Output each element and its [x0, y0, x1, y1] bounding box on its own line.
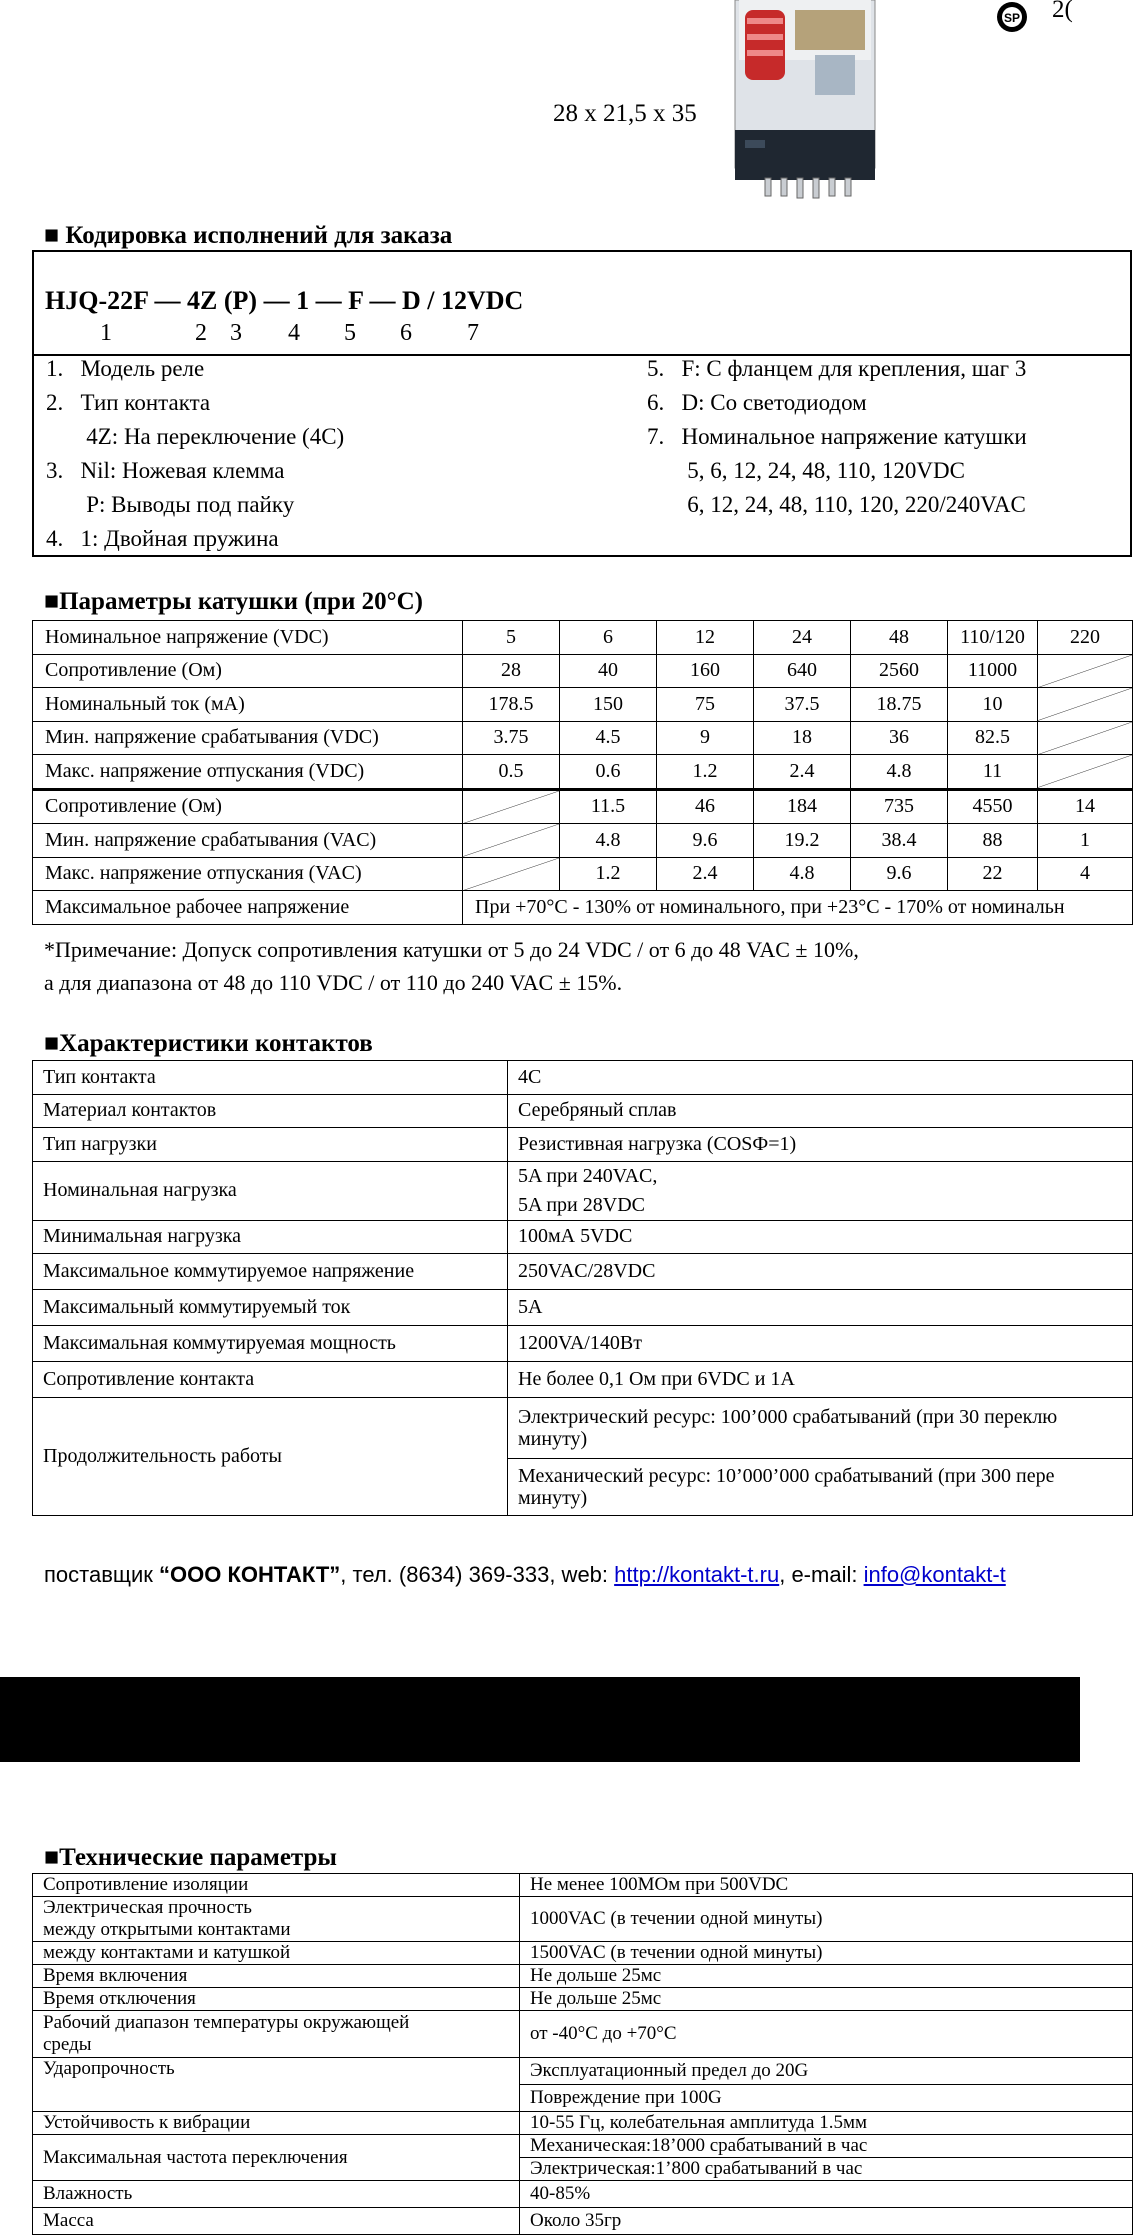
- row-value: Около 35гр: [520, 2208, 1133, 2235]
- website-link[interactable]: http://kontakt-t.ru: [614, 1562, 780, 1587]
- cell-value: 2.4: [754, 755, 851, 790]
- cell-value: 46: [657, 789, 754, 824]
- not-applicable-cell: [1038, 654, 1133, 688]
- ordering-item: 6. D: Со светодиодом: [647, 390, 867, 415]
- ordering-item: 4Z: На переключение (4C): [46, 424, 345, 449]
- row-label: Сопротивление контакта: [33, 1362, 508, 1398]
- supplier-footer: [44, 1562, 1006, 1588]
- electrical-life: [508, 1398, 1133, 1459]
- row-label: Номинальное напряжение (VDC): [33, 621, 463, 655]
- cell-value: 82.5: [948, 721, 1038, 755]
- table-row: [33, 789, 1133, 824]
- mechanical-life-line: минуту): [518, 1487, 588, 1509]
- cell-value: 9: [657, 721, 754, 755]
- coil-parameters-table: [32, 620, 1133, 925]
- tech-section-title: ■Технические параметры: [44, 1844, 337, 1871]
- cell-value: 18.75: [851, 688, 948, 722]
- label-line: между открытыми контактами: [43, 1919, 291, 1940]
- cell-value: 28: [463, 654, 560, 688]
- table-row: [33, 621, 1133, 655]
- table-row: [33, 1942, 1133, 1965]
- row-label: [33, 2011, 520, 2058]
- cell-value: 38.4: [851, 824, 948, 858]
- table-row: [33, 1128, 1133, 1162]
- cell-value: 4.8: [754, 857, 851, 891]
- cell-value: 22: [948, 857, 1038, 891]
- row-value: 1000VAC (в течении одной минуты): [520, 1897, 1133, 1942]
- row-value: 4C: [508, 1061, 1133, 1095]
- ordering-item: 6, 12, 24, 48, 110, 120, 220/240VAC: [647, 492, 1026, 517]
- row-label: Время отключения: [33, 1988, 520, 2011]
- technical-parameters-table: [32, 1873, 1133, 2235]
- row-value: Не более 0,1 Ом при 6VDC и 1A: [508, 1362, 1133, 1398]
- row-label: Макс. напряжение отпускания (VAC): [33, 857, 463, 891]
- not-applicable-cell: [1038, 721, 1133, 755]
- table-row: [33, 2058, 1133, 2085]
- cell-value: 2560: [851, 654, 948, 688]
- cell-value: 11000: [948, 654, 1038, 688]
- code-position-3: 3: [230, 320, 242, 346]
- row-value: Электрическая:1’800 срабатываний в час: [520, 2158, 1133, 2181]
- ordering-item: 4. 1: Двойная пружина: [46, 526, 279, 551]
- mechanical-life-line: Механический ресурс: 10’000’000 срабатываний (при 300 пере: [518, 1465, 1055, 1487]
- coil-note-line: *Примечание: Допуск сопротивления катушки от 5 до 24 VDC / от 6 до 48 VAC ± 10%,: [44, 937, 859, 962]
- row-value: Повреждение при 100G: [520, 2085, 1133, 2112]
- row-label: Сопротивление (Ом): [33, 654, 463, 688]
- row-label: Максимальное коммутируемое напряжение: [33, 1254, 508, 1290]
- row-value: 40-85%: [520, 2181, 1133, 2208]
- table-row: [33, 1254, 1133, 1290]
- code-position-7: 7: [467, 320, 479, 346]
- cell-value: 9.6: [657, 824, 754, 858]
- table-row: [33, 1094, 1133, 1128]
- row-label: Влажность: [33, 2181, 520, 2208]
- row-label: Устойчивость к вибрации: [33, 2112, 520, 2135]
- footer-prefix: поставщик: [44, 1562, 160, 1587]
- row-label: Сопротивление изоляции: [33, 1874, 520, 1897]
- cell-value: 11: [948, 755, 1038, 790]
- contacts-section-title: ■Характеристики контактов: [44, 1030, 373, 1057]
- csa-certification-icon: [995, 0, 1029, 34]
- table-row: [33, 2208, 1133, 2235]
- page-number-fragment: 2(: [1052, 0, 1073, 23]
- row-value: Не дольше 25мс: [520, 1965, 1133, 1988]
- company-name: “ООО КОНТАКТ”: [159, 1562, 341, 1587]
- row-label: Максимальная частота переключения: [33, 2135, 520, 2181]
- cell-value: 184: [754, 789, 851, 824]
- ordering-item: 5. F: С фланцем для крепления, шаг 3: [647, 356, 1027, 381]
- cell-value: 24: [754, 621, 851, 655]
- table-row: [33, 1326, 1133, 1362]
- cell-value: 0.5: [463, 755, 560, 790]
- row-value: 1500VAC (в течении одной минуты): [520, 1942, 1133, 1965]
- cell-value: 40: [560, 654, 657, 688]
- electrical-life-line: минуту): [518, 1428, 588, 1450]
- row-label: Мин. напряжение срабатывания (VAC): [33, 824, 463, 858]
- not-applicable-cell: [463, 857, 560, 891]
- row-value: Резистивная нагрузка (COSФ=1): [508, 1128, 1133, 1162]
- code-position-6: 6: [400, 320, 412, 346]
- table-row: [33, 1874, 1133, 1897]
- label-line: Рабочий диапазон температуры окружающей: [43, 2012, 410, 2033]
- coil-section-title: ■Параметры катушки (при 20°C): [44, 588, 423, 615]
- relay-photo: [725, 0, 885, 200]
- cell-value: 37.5: [754, 688, 851, 722]
- svg-text:SP: SP: [1003, 11, 1021, 25]
- electrical-life-line: Электрический ресурс: 100’000 срабатываний (при 30 переклю: [518, 1406, 1058, 1428]
- cell-value: 12: [657, 621, 754, 655]
- table-row: [33, 1398, 1133, 1459]
- row-label: Масса: [33, 2208, 520, 2235]
- ordering-item: 5, 6, 12, 24, 48, 110, 120VDC: [647, 458, 965, 483]
- cell-value: 88: [948, 824, 1038, 858]
- row-label: Сопротивление (Ом): [33, 789, 463, 824]
- row-label: Максимальный коммутируемый ток: [33, 1290, 508, 1326]
- row-label: [33, 1897, 520, 1942]
- row-value: 250VAC/28VDC: [508, 1254, 1133, 1290]
- label-line: среды: [43, 2034, 92, 2055]
- table-row: [33, 2112, 1133, 2135]
- cell-value: 2.4: [657, 857, 754, 891]
- email-link[interactable]: info@kontakt-t: [863, 1562, 1006, 1587]
- row-value: 100мА 5VDC: [508, 1220, 1133, 1254]
- ordering-item: 1. Модель реле: [46, 356, 205, 381]
- cell-value: 220: [1038, 621, 1133, 655]
- row-label: Тип нагрузки: [33, 1128, 508, 1162]
- table-row: [33, 1220, 1133, 1254]
- row-value: 5A: [508, 1290, 1133, 1326]
- table-row: [33, 1988, 1133, 2011]
- row-label: Продолжительность работы: [33, 1398, 508, 1516]
- ordering-item: P: Выводы под пайку: [46, 492, 295, 517]
- cell-value: 4550: [948, 789, 1038, 824]
- ordering-code: HJQ-22F — 4Z (P) — 1 — F — D / 12VDC: [45, 286, 524, 315]
- cell-value: 75: [657, 688, 754, 722]
- row-label: между контактами и катушкой: [33, 1942, 520, 1965]
- cell-value: 4: [1038, 857, 1133, 891]
- code-position-4: 4: [288, 320, 300, 346]
- ordering-item: 2. Тип контакта: [46, 390, 211, 415]
- row-label: Номинальный ток (мА): [33, 688, 463, 722]
- row-value: Не менее 100МОм при 500VDC: [520, 1874, 1133, 1897]
- cell-value: 10: [948, 688, 1038, 722]
- code-position-2: 2: [195, 320, 207, 346]
- row-value: от -40°C до +70°C: [520, 2011, 1133, 2058]
- row-value: Эксплуатационный предел до 20G: [520, 2058, 1133, 2085]
- row-label: Номинальная нагрузка: [33, 1161, 508, 1220]
- contact-characteristics-table: [32, 1060, 1133, 1516]
- table-row: [33, 857, 1133, 891]
- cell-value: 48: [851, 621, 948, 655]
- table-row: [33, 1897, 1133, 1942]
- table-row: [33, 2135, 1133, 2158]
- cell-value: 110/120: [948, 621, 1038, 655]
- cell-value: 1: [1038, 824, 1133, 858]
- not-applicable-cell: [463, 789, 560, 824]
- cell-value: 150: [560, 688, 657, 722]
- cell-value: 4.5: [560, 721, 657, 755]
- cell-value: 160: [657, 654, 754, 688]
- cell-value: 11.5: [560, 789, 657, 824]
- table-row: [33, 1161, 1133, 1220]
- row-label: Ударопрочность: [33, 2058, 520, 2112]
- row-value: Механическая:18’000 срабатываний в час: [520, 2135, 1133, 2158]
- code-position-5: 5: [344, 320, 356, 346]
- ordering-section-title: ■ Кодировка исполнений для заказа: [44, 222, 453, 249]
- cell-value: 4.8: [851, 755, 948, 790]
- table-row: [33, 721, 1133, 755]
- row-label: Мин. напряжение срабатывания (VDC): [33, 721, 463, 755]
- table-row: [33, 654, 1133, 688]
- row-label: Материал контактов: [33, 1094, 508, 1128]
- table-row: [33, 688, 1133, 722]
- cell-value: 18: [754, 721, 851, 755]
- row-label: Максимальная коммутируемая мощность: [33, 1326, 508, 1362]
- label-line: Электрическая прочность: [43, 1897, 252, 1918]
- coil-note-line: а для диапазона от 48 до 110 VDC / от 110 до 240 VAC ± 15%.: [44, 970, 623, 995]
- cell-value: 36: [851, 721, 948, 755]
- table-row: [33, 1290, 1133, 1326]
- cell-value: 6: [560, 621, 657, 655]
- cell-value: 14: [1038, 789, 1133, 824]
- cell-value: 0.6: [560, 755, 657, 790]
- cell-value: 4.8: [560, 824, 657, 858]
- cell-value: 3.75: [463, 721, 560, 755]
- row-value: Серебряный сплав: [508, 1094, 1133, 1128]
- max-voltage-value: При +70°C - 130% от номинального, при +23°C - 170% от номинальн: [463, 891, 1133, 925]
- cell-value: 1.2: [657, 755, 754, 790]
- rated-load-dc: 5A при 28VDC: [518, 1193, 645, 1216]
- footer-email-prefix: , e-mail:: [779, 1562, 864, 1587]
- table-row: [33, 1362, 1133, 1398]
- table-row: [33, 2181, 1133, 2208]
- table-row: [33, 1061, 1133, 1095]
- ordering-item: 7. Номинальное напряжение катушки: [647, 424, 1027, 449]
- relay-dimensions: 28 x 21,5 x 35: [553, 100, 697, 127]
- cell-value: 178.5: [463, 688, 560, 722]
- code-position-1: 1: [100, 320, 112, 346]
- table-row: [33, 1965, 1133, 1988]
- mechanical-life: [508, 1459, 1133, 1516]
- not-applicable-cell: [1038, 755, 1133, 790]
- row-value: [508, 1161, 1133, 1220]
- cell-value: 9.6: [851, 857, 948, 891]
- cell-value: 640: [754, 654, 851, 688]
- row-label: Тип контакта: [33, 1061, 508, 1095]
- table-row: [33, 755, 1133, 790]
- max-voltage-label: Максимальное рабочее напряжение: [33, 891, 463, 925]
- not-applicable-cell: [1038, 688, 1133, 722]
- page-separator-band: [0, 1677, 1080, 1762]
- cell-value: 1.2: [560, 857, 657, 891]
- footer-phone: , тел. (8634) 369-333, web:: [340, 1562, 615, 1587]
- not-applicable-cell: [463, 824, 560, 858]
- cell-value: 19.2: [754, 824, 851, 858]
- row-value: Не дольше 25мс: [520, 1988, 1133, 2011]
- cell-value: 5: [463, 621, 560, 655]
- row-label: Макс. напряжение отпускания (VDC): [33, 755, 463, 790]
- ordering-item: 3. Nil: Ножевая клемма: [46, 458, 285, 483]
- row-label: Минимальная нагрузка: [33, 1220, 508, 1254]
- cell-value: 735: [851, 789, 948, 824]
- row-value: 1200VA/140Вт: [508, 1326, 1133, 1362]
- table-row: [33, 824, 1133, 858]
- row-value: 10-55 Гц, колебательная амплитуда 1.5мм: [520, 2112, 1133, 2135]
- row-label: Время включения: [33, 1965, 520, 1988]
- table-row: [33, 2011, 1133, 2058]
- rated-load-ac: 5A при 240VAC,: [518, 1164, 658, 1187]
